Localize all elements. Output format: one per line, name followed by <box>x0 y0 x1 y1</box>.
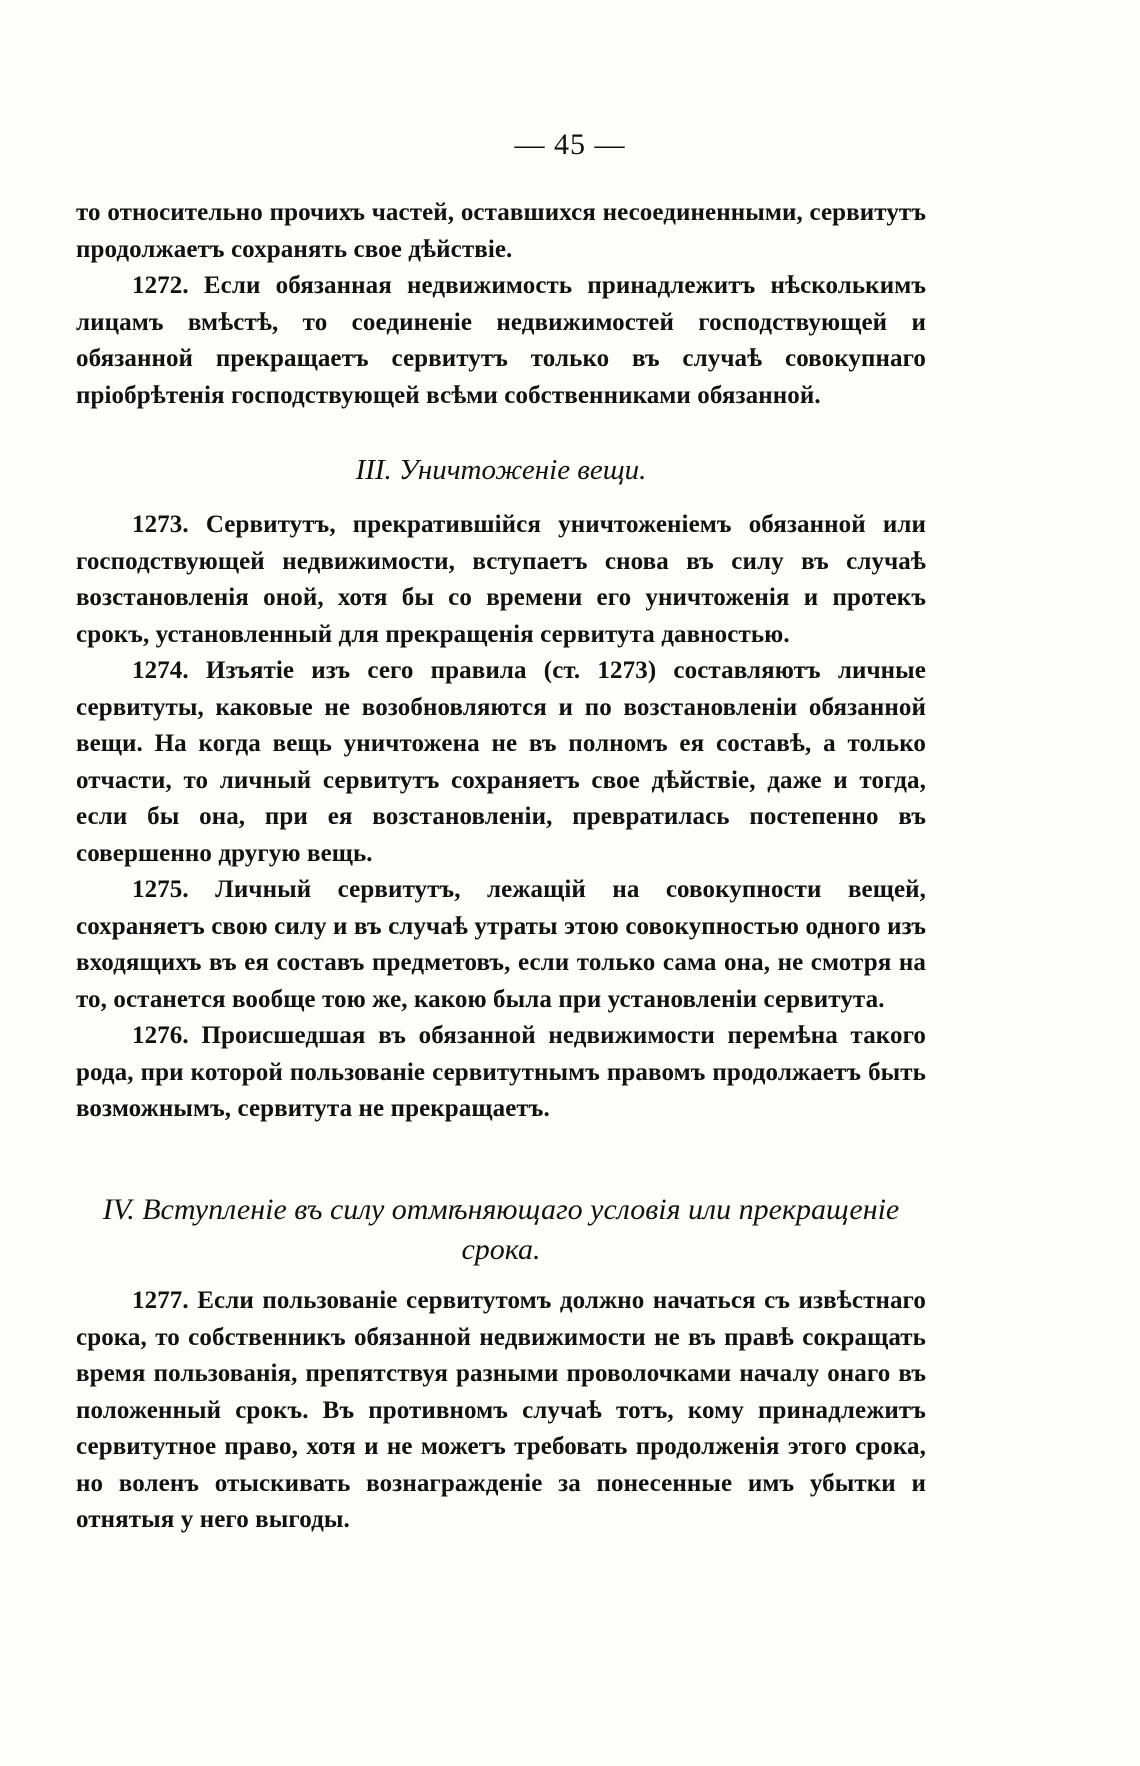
section-heading-4: IV. Вступленiе въ силу отмѣняющаго условiя или прекращенiе срока. <box>102 1193 900 1266</box>
page-number: — 45 — <box>514 128 626 161</box>
paragraph-article-1272: 1272. Если обязанная недвижимость принадлежитъ нѣсколькимъ лицамъ вмѣстѣ, то соединенiе недвижимостей господствующей и обязанной прекращаетъ сервитутъ только въ случаѣ совокупнаго прiобрѣтенiя господствующей всѣми собственниками обязанной. <box>76 272 926 409</box>
text-block-middle <box>76 507 926 1128</box>
paragraph-article-1274: 1274. Изъятiе изъ сего правила (ст. 1273) составляютъ личные сервитуты, каковые не возобновляются и по возстановленiи обязанной вещи. На когда вещь уничтожена не въ полномъ ея составѣ, а только отчасти, то личный сервитутъ сохраняетъ свое дѣйствiе, даже и тогда, если бы она, при ея возстановленiи, превратилась постепенно въ совершенно другую вещь. <box>76 657 926 867</box>
paragraph-continuation: то относительно прочихъ частей, оставшихся несоединенными, сервитутъ продолжаетъ сохранять свое дѣйствiе. <box>76 199 926 263</box>
text-block-bottom <box>76 1283 926 1539</box>
text-block-top <box>76 195 926 414</box>
paragraph-article-1275: 1275. Личный сервитутъ, лежащiй на совокупности вещей, сохраняетъ свою силу и въ случаѣ утраты этою совокупностью одного изъ входящихъ въ ея составъ предметовъ, если только сама она, не смотря на то, останется вообще тою же, какою была при установленiи сервитута. <box>76 876 926 1013</box>
paragraph-article-1276: 1276. Происшедшая въ обязанной недвижимости перемѣна такого рода, при которой пользованiе сервитутнымъ правомъ продолжаетъ быть возможнымъ, сервитута не прекращаетъ. <box>76 1022 926 1122</box>
section-heading-3: III. Уничтоженiе вещи. <box>355 454 647 486</box>
paragraph-article-1277: 1277. Если пользованiе сервитутомъ должно начаться съ извѣстнаго срока, то собственникъ обязанной недвижимости не въ правѣ сокращать время пользованiя, препятствуя разными проволочками началу онаго въ положенный срокъ. Въ противномъ случаѣ тотъ, кому принадлежитъ сервитутное право, хотя и не можетъ требовать продолженiя этого срока, но воленъ отыскивать вознагражденiе за понесенные имъ убытки и отнятыя у него выгоды. <box>76 1287 926 1533</box>
paragraph-article-1273: 1273. Сервитутъ, прекратившiйся уничтоженiемъ обязанной или господствующей недвижимости, вступаетъ снова въ силу въ случаѣ возстановленiя оной, хотя бы со времени его уничтоженiя и протекъ срокъ, установленный для прекращенiя сервитута давностью. <box>76 511 926 648</box>
